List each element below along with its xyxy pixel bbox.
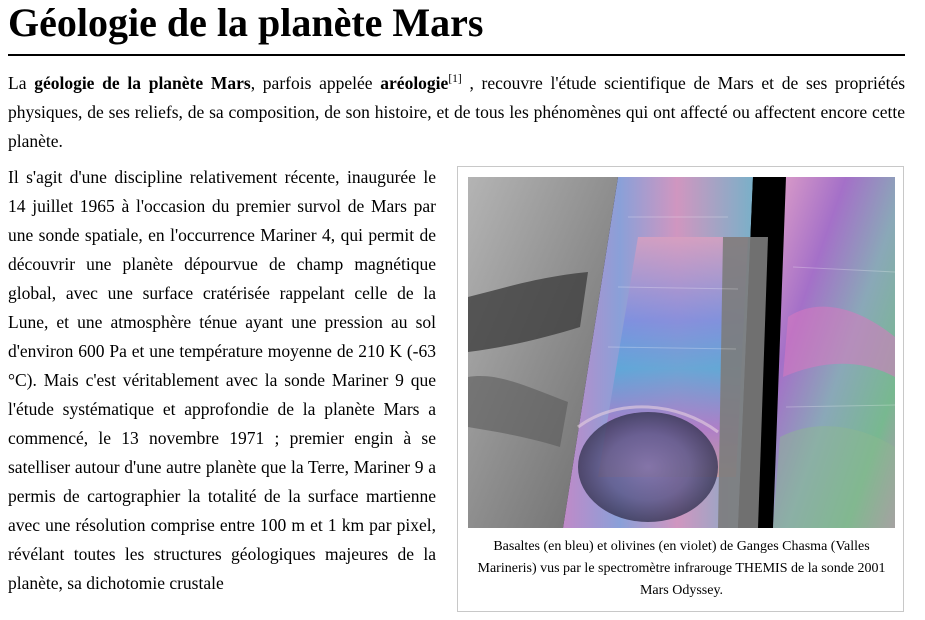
intro-bold-term: géologie de la planète Mars (34, 73, 251, 93)
intro-bold-synonym: aréologie (380, 73, 449, 93)
figure-image[interactable] (468, 177, 895, 528)
intro-paragraph (8, 69, 905, 156)
intro-text-3: , recouvre l'étude scientifique de Mars et de ses propriétés physiques, de ses reliefs, de sa composition, de son histoire, et de tous les phénomènes qui ont affecté ou affectent encore cette planète. (8, 73, 906, 151)
article-title: Géologie de la planète Mars (8, 0, 484, 45)
title-divider (8, 54, 905, 56)
reference-link[interactable]: [1] (448, 73, 462, 85)
intro-text-1: La (8, 73, 35, 93)
figure-caption: Basaltes (en bleu) et olivines (en violet) de Ganges Chasma (Valles Marineris) vus par le spectromètre infrarouge THEMIS de la sonde 2001 Mars Odyssey. (477, 539, 886, 598)
figure-box (457, 166, 904, 612)
body-paragraph: Il s'agit d'une discipline relativement récente, inaugurée le 14 juillet 1965 à l'occasion du premier survol de Mars par une sonde spatiale, en l'occurrence Mariner 4, qui permit de découvrir une planète dépourvue de champ magnétique global, avec une surface cratérisée rappelant celle de la Lune, et une atmosphère ténue ayant une pression au sol d'environ 600 Pa et une température moyenne de 210 K (-63 °C). Mais c'est véritablement avec la sonde Mariner 9 que l'étude systématique et approfondie de la planète Mars a commencé, le 13 novembre 1971 ; premier engin à se satelliser autour d'une autre planète que la Terre, Mariner 9 a permis de cartographier la totalité de la surface martienne avec une résolution comprise entre 100 m et 1 km par pixel, révélant toutes les structures géologiques majeures de la planète, sa dichotomie crustale (8, 167, 436, 593)
intro-text-2: , parfois appelée (250, 73, 381, 93)
